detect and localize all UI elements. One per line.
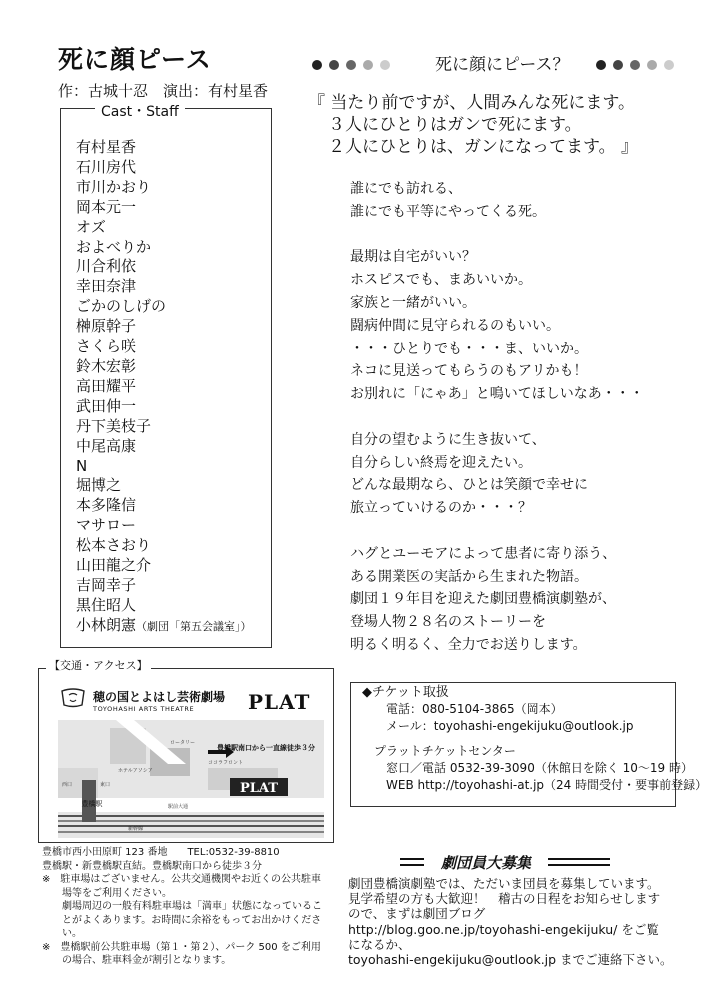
cast-member-name: ごかのしげの xyxy=(76,297,167,316)
cast-member-name: 堀博之 xyxy=(76,476,122,495)
synopsis-line: 劇団１９年目を迎えた劇団豊橋演劇塾が、 xyxy=(350,591,616,608)
cast-member xyxy=(76,138,252,158)
ticket-heading: ◆チケット取扱 xyxy=(362,685,449,700)
cast-member xyxy=(76,596,252,616)
quote-line: ３人にひとりはガンで死にます。 xyxy=(328,115,582,135)
cast-member-name: マサロー xyxy=(76,516,137,535)
cast-member xyxy=(76,377,252,397)
synopsis-line: ホスピスでも、まあいいか。 xyxy=(350,272,532,289)
cast-member-name: 榊原幹子 xyxy=(76,317,137,336)
access-line: 豊橋駅・新豊橋駅直結。豊橋駅南口から徒歩３分 xyxy=(42,860,262,872)
dot-icon xyxy=(329,60,339,70)
cast-member xyxy=(76,556,252,576)
cast-member xyxy=(76,536,252,556)
cast-member-name: 岡本元一 xyxy=(76,197,137,216)
ticket-info xyxy=(362,684,707,794)
map-label: ホテルアソシア xyxy=(118,768,153,774)
recruit-line: http://blog.goo.ne.jp/toyohashi-engekijuku/ をご覧 xyxy=(348,921,659,937)
synopsis-line: 自分の望むように生き抜いて、 xyxy=(350,431,546,448)
synopsis-line: 誰にでも訪れる、 xyxy=(350,181,462,197)
synopsis-line: 旅立っていけるのか・・・？ xyxy=(350,500,532,517)
synopsis-line: 明るく明るく、全力でお送りします。 xyxy=(350,636,587,653)
cast-member xyxy=(76,516,252,536)
map-label: ココラフロント xyxy=(208,760,244,766)
dot-icon xyxy=(596,60,606,70)
cast-member-name: およべりか xyxy=(76,237,152,256)
synopsis-body xyxy=(350,178,644,680)
cast-member xyxy=(76,357,252,377)
cast-member xyxy=(76,198,252,218)
cast-member xyxy=(76,397,252,417)
cast-member-name: 丹下美枝子 xyxy=(76,416,152,435)
dot-icon xyxy=(630,60,640,70)
cast-member-affiliation: （劇団「第五会議室」） xyxy=(136,619,252,633)
cast-member xyxy=(76,457,252,477)
access-line: 場等をご利用ください。 xyxy=(42,887,172,899)
synopsis-line: 誰にでも平等にやってくる死。 xyxy=(350,203,546,220)
recruit-line: 劇団豊橋演劇塾では、ただいま団員を募集しています。 xyxy=(348,876,660,891)
synopsis-paragraph xyxy=(350,429,644,520)
cast-member-name: 本多隆信 xyxy=(76,496,137,515)
synopsis-line: ある開業医の実話から生まれた物語。 xyxy=(350,568,588,585)
cast-member xyxy=(76,277,252,297)
cast-member xyxy=(76,178,252,198)
cast-member xyxy=(76,297,252,317)
ticket-line: メール：toyohashi-engekijuku@outlook.jp xyxy=(362,719,634,733)
synopsis-paragraph xyxy=(350,543,644,657)
cast-member-name: 川合利依 xyxy=(76,257,137,276)
ticket-line: WEB http://toyohashi-at.jp（24 時間受付・要事前登録） xyxy=(362,778,707,792)
synopsis-line: ハグとユーモアによって患者に寄り添う、 xyxy=(350,545,617,562)
cast-member-name: 中尾高康 xyxy=(76,436,137,455)
cast-member xyxy=(76,576,252,596)
synopsis-line: 登場人物２８名のストーリーを xyxy=(350,614,546,631)
synopsis-line: 家族と一緒がいい。 xyxy=(350,294,476,311)
access-line: とがよくあります。お時間に余裕をもってお出かけくださ xyxy=(42,914,322,926)
map-plat-label: PLAT xyxy=(240,781,278,796)
map-route-label: 豊橋駅南口から一直線徒歩３分 xyxy=(217,744,315,752)
cast-heading: Cast・Staff xyxy=(95,101,185,121)
dot-icon xyxy=(363,60,373,70)
dot-icon xyxy=(664,60,674,70)
cast-member xyxy=(76,337,252,357)
cast-member-name: 市川かおり xyxy=(76,177,152,196)
map-label: 新幹線 xyxy=(128,826,144,832)
quote-line: ２人にひとりは、ガンになってます。 』 xyxy=(328,137,639,157)
quote-line: 『 当たり前ですが、人間みんな死にます。 xyxy=(308,93,636,113)
access-line: 劇場周辺の一般有料駐車場は「満車」状態になっているこ xyxy=(42,901,322,912)
cast-member xyxy=(76,158,252,178)
map-label: 駅前大通 xyxy=(168,804,189,810)
cast-member-name: 幸田奈津 xyxy=(76,277,137,296)
synopsis-line: ネコに見送ってもらうのもアリかも！ xyxy=(350,363,588,380)
cast-member-name: N xyxy=(76,456,88,475)
access-line: 豊橋市西小田原町 123 番地 TEL:0532-39-8810 xyxy=(42,847,280,858)
map-station-label: 豊橋駅 xyxy=(81,800,103,808)
recruit-line: toyohashi-engekijuku@outlook.jp までご連絡下さい。 xyxy=(348,952,673,968)
cast-member xyxy=(76,317,252,337)
cast-member xyxy=(76,257,252,277)
access-heading: 【交通・アクセス】 xyxy=(46,657,151,673)
ticket-line: プラットチケットセンター xyxy=(362,744,516,758)
synopsis-paragraph xyxy=(350,178,644,224)
access-line: の場合、駐車料金が割引となります。 xyxy=(42,955,232,966)
venue-name: 穂の国とよはし芸術劇場 xyxy=(93,690,226,704)
recruit-line: になるか、 xyxy=(348,936,411,952)
recruit-title: 劇団員大募集 xyxy=(440,854,532,872)
cast-member-name: 石川房代 xyxy=(76,157,137,176)
cast-member xyxy=(76,437,252,457)
cast-member-name: 小林朗憲 xyxy=(76,615,137,634)
recruit-line: ので、まずは劇団ブログ xyxy=(348,906,486,922)
cast-member-name: さくら咲 xyxy=(76,337,137,356)
synopsis-line: 闘病仲間に見守られるのもいい。 xyxy=(350,317,560,334)
cast-list xyxy=(76,138,252,637)
cast-member xyxy=(76,417,252,437)
cast-member xyxy=(76,238,252,258)
dot-icon xyxy=(613,60,623,70)
synopsis-line: ・・・ひとりでも・・・ま、いいか。 xyxy=(350,340,588,357)
recruit-title-block xyxy=(348,851,678,873)
recruit-line: 見学希望の方も大歓迎！ 稽古の日程をお知らせします xyxy=(348,891,661,907)
access-line: ※ 駐車場はございません。公共交通機関やお近くの公共駐車 xyxy=(42,874,321,885)
venue-name-en: TOYOHASHI ARTS THEATRE xyxy=(93,705,195,713)
cast-member-name: 山田龍之介 xyxy=(76,556,152,575)
cast-member-name: 鈴木宏彰 xyxy=(76,356,137,375)
cast-member-name: 松本さおり xyxy=(76,536,152,555)
play-title: 死に顔ピース xyxy=(58,45,212,74)
cast-member-name: 有村星香 xyxy=(76,138,137,156)
synopsis-title: 死に顔にピース？ xyxy=(435,55,570,75)
ticket-line: 窓口／電話 0532-39-3090（休館日を除く 10〜19 時） xyxy=(362,761,693,775)
ticket-line xyxy=(362,735,707,743)
synopsis-line: どんな最期なら、ひとは笑顔で幸せに xyxy=(350,477,588,494)
ticket-line: 電話：080-5104-3865（岡本） xyxy=(362,702,563,716)
venue-logo-icon xyxy=(60,688,86,708)
access-map xyxy=(58,720,324,838)
dot-icon xyxy=(346,60,356,70)
cast-member-name: 黒住昭人 xyxy=(76,595,137,614)
recruit-text xyxy=(348,876,683,967)
map-label: 西口 xyxy=(62,782,73,788)
cast-member-name: 武田伸一 xyxy=(76,396,137,415)
access-line: い。 xyxy=(42,928,82,939)
dot-icon xyxy=(380,60,390,70)
access-line: ※ 豊橋駅前公共駐車場（第１・第２）、パーク 500 をご利用 xyxy=(42,941,321,953)
synopsis-line: 自分らしい終焉を迎えたい。 xyxy=(350,454,532,471)
dot-icon xyxy=(312,60,322,70)
cast-member-name: 吉岡幸子 xyxy=(76,575,137,594)
synopsis-paragraph xyxy=(350,246,644,406)
cast-member xyxy=(76,218,252,238)
cast-member xyxy=(76,496,252,516)
venue-brand: PLAT xyxy=(248,690,311,714)
cast-member-name: オズ xyxy=(76,217,106,236)
map-label: ロータリー xyxy=(170,740,196,746)
cast-member xyxy=(76,616,252,637)
lead-quote xyxy=(308,92,638,158)
synopsis-line: 最期は自宅がいい？ xyxy=(350,249,476,266)
dot-icon xyxy=(647,60,657,70)
access-info xyxy=(42,846,332,968)
cast-member xyxy=(76,476,252,496)
credits-line: 作：古城十忍 演出：有村星香 xyxy=(58,82,269,100)
map-label: 東口 xyxy=(100,782,111,788)
synopsis-line: お別れに「にゃあ」と鳴いてほしいなあ・・・ xyxy=(350,386,644,403)
cast-member-name: 高田耀平 xyxy=(76,376,137,395)
